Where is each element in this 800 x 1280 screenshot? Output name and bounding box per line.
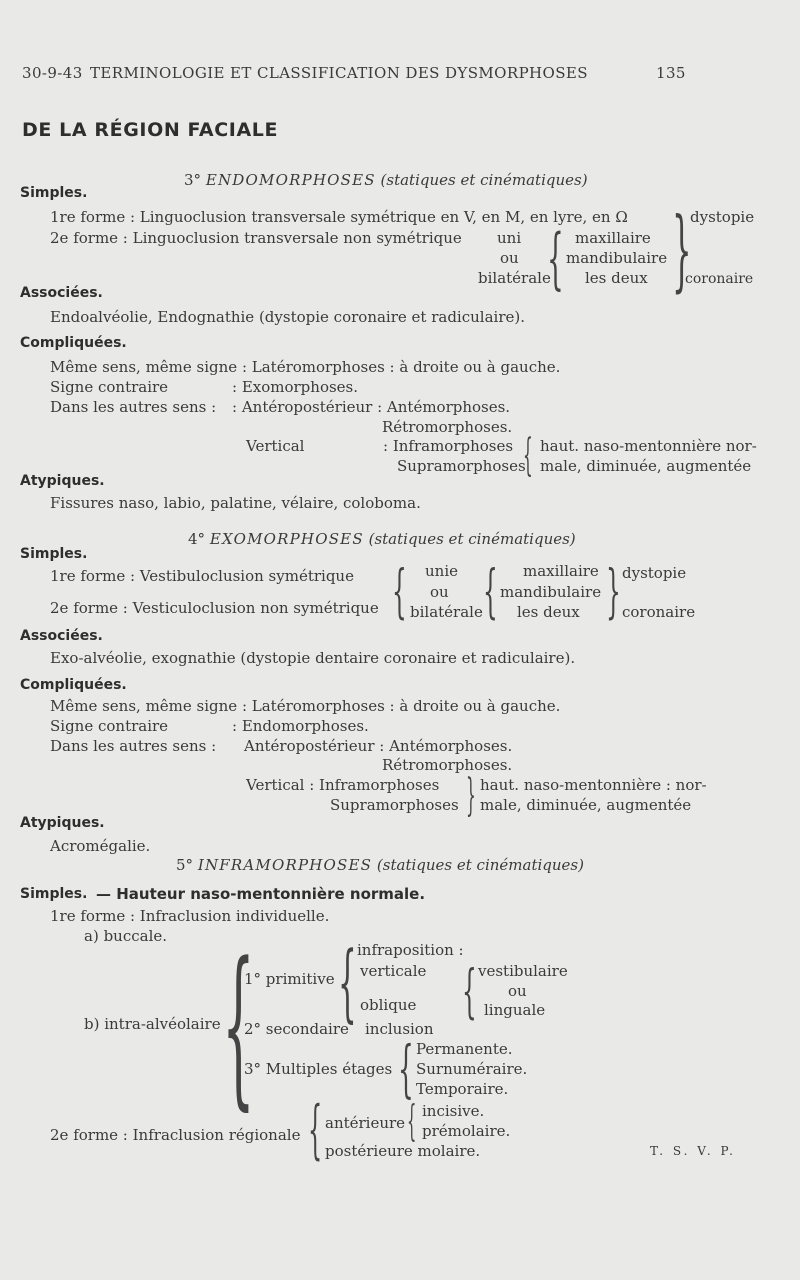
exo-comp-haut: haut. naso-mentonnière : nor- [480,776,707,794]
infra-infraposition: infraposition : [357,941,464,959]
label-simples: Simples. [20,185,88,201]
exo-comp-antero: Antéropostérieur : Antémorphoses. [244,737,513,755]
infra-inclusion: inclusion [365,1020,434,1038]
label-compliquees: Compliquées. [20,335,127,351]
exo-unie: unie [425,562,458,580]
header-date: 30-9-43 [22,64,83,82]
exo-ou: ou [430,583,449,601]
infra-oblique: oblique [360,996,417,1014]
endo-uni: uni [497,229,522,247]
endo-forme-1: 1re forme : Linguoclusion transversale symétrique en V, en M, en lyre, en Ω [50,208,628,226]
label-compliquees: Compliquées. [20,677,127,693]
endo-comp-antero: : Antéropostérieur : Antémorphoses. [232,398,511,416]
page-title: DE LA RÉGION FACIALE [22,119,279,141]
endo-dystopie: dystopie [690,208,755,226]
brace-icon: } [606,557,621,625]
infra-linguale: linguale [484,1001,546,1019]
exo-comp-supra: Supramorphoses [330,796,459,814]
infra-temporaire: Temporaire. [416,1080,509,1098]
infra-permanente: Permanente. [416,1040,513,1058]
brace-icon: { [308,1093,323,1167]
section-subtitle: (statiques et cinématiques) [368,530,576,548]
exo-associees-text: Exo-alvéolie, exognathie (dystopie dentaire coronaire et radiculaire). [50,649,576,667]
infra-secondaire: 2° secondaire [244,1020,349,1038]
endo-comp-line-1: Même sens, même signe : Latéromorphoses : à droite ou à gauche. [50,358,561,376]
infra-surnumeraire: Surnuméraire. [416,1060,528,1078]
brace-icon: { [392,557,407,625]
infra-forme-2: 2e forme : Infraclusion régionale [50,1126,301,1144]
endo-comp-male: male, diminuée, augmentée [540,457,752,475]
brace-icon: } [672,198,692,301]
infra-b-intra-alveolaire: b) intra-alvéolaire [84,1015,221,1033]
endo-mandibulaire: mandibulaire [566,249,668,267]
infra-premolaire: prémolaire. [422,1122,511,1140]
endo-maxillaire: maxillaire [575,229,651,247]
brace-icon: { [462,957,477,1025]
endo-comp-supra: Supramorphoses [397,457,526,475]
running-title: TERMINOLOGIE ET CLASSIFICATION DES DYSMORPHOSES [90,64,588,82]
infra-primitive: 1° primitive [244,970,335,988]
endo-comp-vertical: Vertical [246,437,305,455]
brace-icon: { [407,1096,417,1145]
brace-icon: } [466,770,476,821]
exo-comp-line-1: Même sens, même signe : Latéromorphoses : à droite ou à gauche. [50,697,561,715]
section-subtitle: (statiques et cinématiques) [380,171,588,189]
endo-comp-exo: : Exomorphoses. [232,378,359,396]
exo-atypiques-text: Acromégalie. [50,837,151,855]
label-associees: Associées. [20,285,103,301]
infra-posterieure: postérieure molaire. [325,1142,481,1160]
section-number: 5° [176,856,194,874]
exo-bilaterale: bilatérale [410,603,483,621]
exo-comp-endo: : Endomorphoses. [232,717,369,735]
infra-anterieure: antérieure [325,1114,406,1132]
section-title-infra [176,856,584,874]
exo-forme-1: 1re forme : Vestibuloclusion symétrique [50,567,354,585]
brace-icon: { [523,430,533,481]
exo-les-deux: les deux [517,603,580,621]
exo-comp-autres: Dans les autres sens : [50,737,217,755]
exo-forme-2: 2e forme : Vesticuloclusion non symétrique [50,599,379,617]
endo-forme-2: 2e forme : Linguoclusion transversale non symétrique [50,229,462,247]
infra-verticale: verticale [360,962,427,980]
endo-atypiques-text: Fissures naso, labio, palatine, vélaire, coloboma. [50,494,421,512]
exo-comp-signe: Signe contraire [50,717,169,735]
endo-ou: ou [500,249,519,267]
endo-coronaire: coronaire [685,271,754,287]
label-simples: Simples. [20,546,88,562]
label-simples: Simples. [20,886,88,902]
brace-icon: { [338,933,357,1031]
section-name: INFRAMORPHOSES [197,856,373,874]
infra-hauteur: — Hauteur naso-mentonnière normale. [96,885,426,903]
endo-comp-retro: Rétromorphoses. [382,418,513,436]
endo-comp-haut: haut. naso-mentonnière nor- [540,437,757,455]
endo-comp-signe: Signe contraire [50,378,169,396]
infra-forme-1: 1re forme : Infraclusion individuelle. [50,907,330,925]
exo-comp-vertical: Vertical : Inframorphoses [246,776,440,794]
exo-comp-male: male, diminuée, augmentée [480,796,692,814]
exo-maxillaire: maxillaire [523,562,599,580]
infra-incisive: incisive. [422,1102,485,1120]
section-title-exo [188,530,576,548]
exo-coronaire: coronaire [622,603,696,621]
brace-icon: { [398,1032,414,1105]
page-number: 135 [656,64,686,82]
endo-associees-text: Endoalvéolie, Endognathie (dystopie coronaire et radiculaire). [50,308,525,326]
label-atypiques: Atypiques. [20,815,105,831]
label-associees: Associées. [20,628,103,644]
endo-les-deux: les deux [585,269,648,287]
infra-a-buccale: a) buccale. [84,927,168,945]
brace-icon: { [547,220,564,297]
label-atypiques: Atypiques. [20,473,105,489]
brace-icon: { [483,557,498,625]
section-name: EXOMORPHOSES [209,530,364,548]
section-number: 4° [188,530,206,548]
infra-vestibulaire: vestibulaire [478,962,568,980]
infra-ou: ou [508,982,527,1000]
infra-multiples: 3° Multiples étages [244,1060,393,1078]
page-signature: T. S. V. P. [650,1144,736,1158]
exo-dystopie: dystopie [622,564,687,582]
brace-icon: { [222,925,255,1126]
endo-comp-infra: : Inframorphoses [383,437,514,455]
exo-mandibulaire: mandibulaire [500,583,602,601]
section-name: ENDOMORPHOSES [205,171,376,189]
section-number: 3° [184,171,202,189]
exo-comp-retro: Rétromorphoses. [382,756,513,774]
section-title-endo [184,171,588,189]
section-subtitle: (statiques et cinématiques) [376,856,584,874]
endo-comp-autres: Dans les autres sens : [50,398,217,416]
endo-bilaterale: bilatérale [478,269,551,287]
